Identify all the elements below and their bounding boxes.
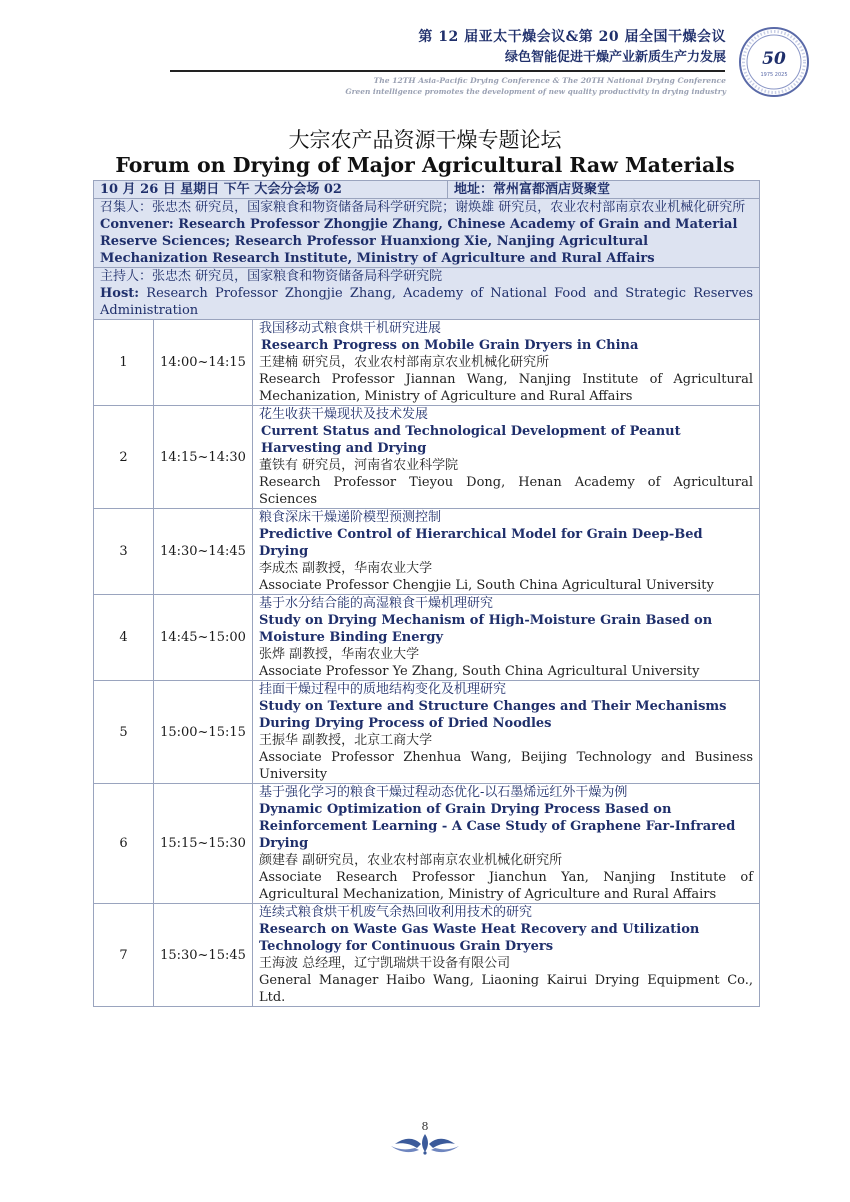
talk-title-en: Research Progress on Mobile Grain Dryers in China <box>261 338 639 353</box>
talk-details <box>253 681 760 784</box>
talk-details <box>253 595 760 681</box>
page-number: 8 <box>421 1120 429 1133</box>
logo-number: 50 <box>762 49 786 69</box>
speaker-cn: 王建楠 研究员，农业农村部南京农业机械化研究所 <box>259 355 550 370</box>
convener-en: Convener: Research Professor Zhongjie Zhang, Chinese Academy of Grain and Material Reserve Sciences; Research Professor Huanxiong Xie, Nanjing Agricultural Mechanization Research Institute, Ministry of Agriculture and Rural Affairs <box>100 217 738 266</box>
talk-title-en: Study on Texture and Structure Changes and Their Mechanisms During Drying Process of Dried Noodles <box>259 699 727 731</box>
conference-theme-cn: 绿色智能促进干燥产业新质生产力发展 <box>504 50 726 65</box>
speaker-cn: 王海波 总经理，辽宁凯瑞烘干设备有限公司 <box>259 956 511 971</box>
conference-title-en: The 12TH Asia-Pacific Drying Conference & The 20TH National Drying Conference <box>373 76 726 85</box>
speaker-en: Associate Professor Chengjie Li, South China Agricultural University <box>259 578 714 593</box>
forum-title-cn: 大宗农产品资源干燥专题论坛 <box>288 128 562 152</box>
host-row <box>94 268 760 320</box>
host-cell <box>94 268 760 320</box>
convener-cn: 召集人：张忠杰 研究员，国家粮食和物资储备局科学研究院；谢焕雄 研究员，农业农村部南京农业机械化研究所 <box>100 200 746 215</box>
talk-time: 14:45~15:00 <box>154 595 253 681</box>
talk-title-cn: 粮食深床干燥递阶模型预测控制 <box>259 510 442 525</box>
speaker-cn: 张烨 副教授，华南农业大学 <box>259 647 420 662</box>
schedule-table <box>93 180 760 1007</box>
talk-title-en: Predictive Control of Hierarchical Model for Grain Deep-Bed Drying <box>259 527 703 559</box>
talk-title-cn: 花生收获干燥现状及技术发展 <box>259 407 429 422</box>
speaker-en: Research Professor Jiannan Wang, Nanjing Institute of Agricultural Mechanization, Ministry of Agriculture and Rural Affairs <box>259 372 754 404</box>
speaker-cn: 董铁有 研究员，河南省农业科学院 <box>259 458 459 473</box>
speaker-cn: 王振华 副教授，北京工商大学 <box>259 733 433 748</box>
talk-title-en: Research on Waste Gas Waste Heat Recovery and Utilization Technology for Continuous Grain Dryers <box>259 922 700 954</box>
speaker-en: Associate Research Professor Jianchun Yan, Nanjing Institute of Agricultural Mechanization, Ministry of Agriculture and Rural Affairs <box>259 870 754 902</box>
table-row <box>94 681 760 784</box>
anniversary-logo <box>738 26 810 98</box>
talk-number: 2 <box>94 406 154 509</box>
talk-title-en: Dynamic Optimization of Grain Drying Process Based on Reinforcement Learning - A Case Study of Graphene Far-Infrared Drying <box>259 802 736 851</box>
logo-years: 1975 2025 <box>760 72 788 78</box>
convener-row <box>94 199 760 268</box>
talk-number: 5 <box>94 681 154 784</box>
session-datetime: 10 月 26 日 星期日 下午 大会分会场 02 <box>94 181 448 199</box>
speaker-en: Associate Professor Ye Zhang, South China Agricultural University <box>259 664 700 679</box>
table-row <box>94 595 760 681</box>
session-location: 地址：常州富都酒店贤聚堂 <box>448 181 760 199</box>
talk-title-en: Current Status and Technological Development of Peanut Harvesting and Drying <box>261 424 681 456</box>
talk-title-cn: 基于水分结合能的高湿粮食干燥机理研究 <box>259 596 494 611</box>
table-row <box>94 904 760 1007</box>
floral-ornament-icon <box>385 1128 465 1156</box>
talk-title-en: Study on Drying Mechanism of High-Moisture Grain Based on Moisture Binding Energy <box>259 613 713 645</box>
talk-details <box>253 904 760 1007</box>
host-en-label: Host: <box>100 286 140 301</box>
speaker-cn: 颜建春 副研究员，农业农村部南京农业机械化研究所 <box>259 853 563 868</box>
header-divider <box>170 70 725 72</box>
speaker-en: General Manager Haibo Wang, Liaoning Kairui Drying Equipment Co., Ltd. <box>259 973 754 1005</box>
speaker-en: Associate Professor Zhenhua Wang, Beijing Technology and Business University <box>259 750 754 782</box>
talk-title-cn: 我国移动式粮食烘干机研究进展 <box>259 321 442 336</box>
conference-theme-en: Green intelligence promotes the development of new quality productivity in drying industry <box>345 87 726 96</box>
table-row <box>94 509 760 595</box>
table-row <box>94 406 760 509</box>
talk-time: 14:15~14:30 <box>154 406 253 509</box>
speaker-cn: 李成杰 副教授，华南农业大学 <box>259 561 433 576</box>
talk-number: 6 <box>94 784 154 904</box>
talk-number: 4 <box>94 595 154 681</box>
talk-details <box>253 784 760 904</box>
talk-title-cn: 挂面干燥过程中的质地结构变化及机理研究 <box>259 682 507 697</box>
host-en-text: Research Professor Zhongjie Zhang, Academy of National Food and Strategic Reserves Administration <box>100 286 754 318</box>
table-row <box>94 784 760 904</box>
table-row <box>94 320 760 406</box>
talk-details <box>253 320 760 406</box>
talk-time: 15:00~15:15 <box>154 681 253 784</box>
session-datetime-row <box>94 181 760 199</box>
talk-time: 14:00~14:15 <box>154 320 253 406</box>
talk-time: 15:30~15:45 <box>154 904 253 1007</box>
talk-time: 15:15~15:30 <box>154 784 253 904</box>
talk-number: 7 <box>94 904 154 1007</box>
talk-number: 3 <box>94 509 154 595</box>
talk-details <box>253 406 760 509</box>
speaker-en: Research Professor Tieyou Dong, Henan Academy of Agricultural Sciences <box>259 475 754 507</box>
talk-time: 14:30~14:45 <box>154 509 253 595</box>
talk-details <box>253 509 760 595</box>
host-en <box>100 285 753 319</box>
forum-title-en: Forum on Drying of Major Agricultural Raw Materials <box>115 153 735 177</box>
talk-title-cn: 连续式粮食烘干机废气余热回收利用技术的研究 <box>259 905 533 920</box>
talk-number: 1 <box>94 320 154 406</box>
conference-title-cn: 第 12 届亚太干燥会议&第 20 届全国干燥会议 <box>418 29 726 45</box>
talk-title-cn: 基于强化学习的粮食干燥过程动态优化-以石墨烯远红外干燥为例 <box>259 785 628 800</box>
host-cn: 主持人：张忠杰 研究员，国家粮食和物资储备局科学研究院 <box>100 269 443 284</box>
convener-cell <box>94 199 760 268</box>
